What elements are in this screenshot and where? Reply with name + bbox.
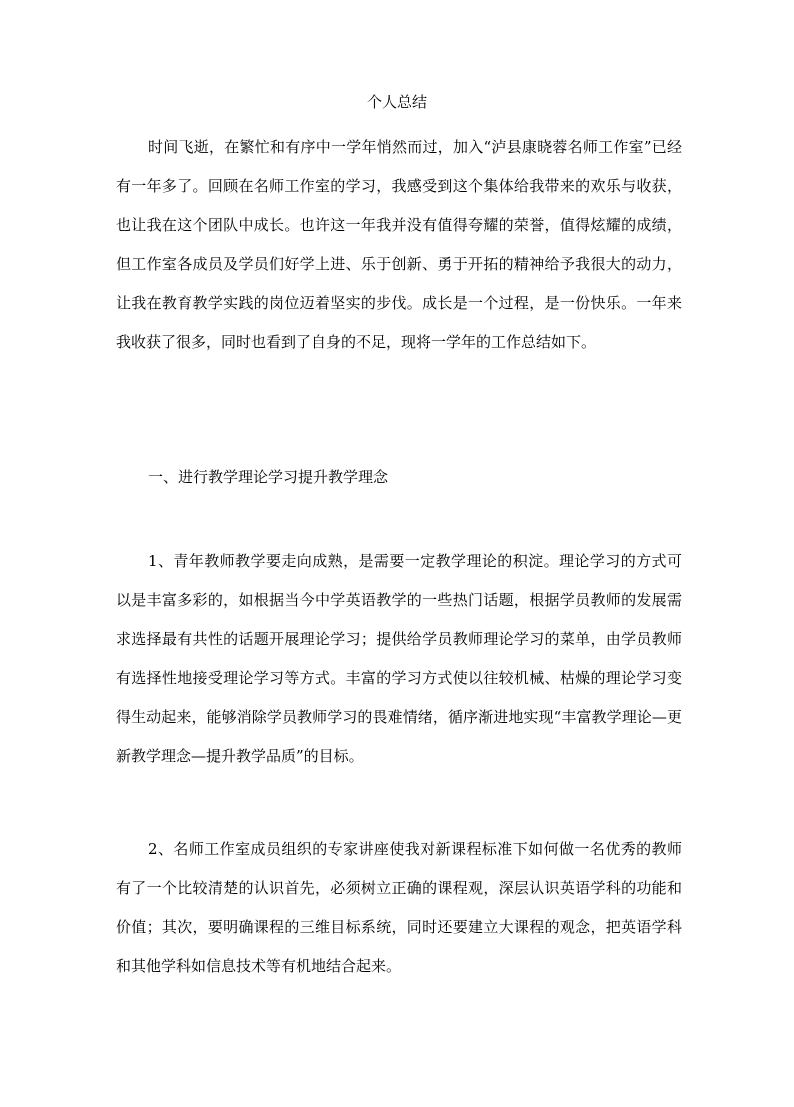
intro-paragraph: 时间飞逝，在繁忙和有序中一学年悄然而过，加入“泸县康晓蓉名师工作室”已经有一年多了。回顾在名师工作室的学习，我感受到这个集体给我带来的欢乐与收获，也让我在这个团队中成长。也许这一年我并没有值得夸耀的荣誉，值得炫耀的成绩，但工作室各成员及学员们好学上进、乐于创新、勇于开拓的精神给予我很大的动力，让我在教育教学实践的岗位迈着坚实的步伐。成长是一个过程，是一份快乐。一年来我收获了很多，同时也看到了自身的不足，现将一学年的工作总结如下。	[116, 138, 682, 351]
item-paragraph-2: 2、名师工作室成员组织的专家讲座使我对新课程标准下如何做一名优秀的教师有了一个比较清楚的认识首先，必须树立正确的课程观，深层认识英语学科的功能和价值；其次，要明确课程的三维目标系统，同时还要建立大课程的观念，把英语学科和其他学科如信息技术等有机地结合起来。	[116, 840, 682, 975]
document-title: 个人总结	[366, 93, 427, 111]
item-paragraph-1: 1、青年教师教学要走向成熟，是需要一定教学理论的积淀。理论学习的方式可以是丰富多彩的，如根据当今中学英语教学的一些热门话题，根据学员教师的发展需求选择最有共性的话题开展理论学习；提供给学员教师理论学习的菜单，由学员教师有选择性地接受理论学习等方式。丰富的学习方式使以往较机械、枯燥的理论学习变得生动起来，能够消除学员教师学习的畏难情绪，循序渐进地实现“丰富教学理论—更新教学理念—提升教学品质”的目标。	[116, 552, 682, 765]
section-heading: 一、进行教学理论学习提升教学理念	[148, 468, 389, 486]
